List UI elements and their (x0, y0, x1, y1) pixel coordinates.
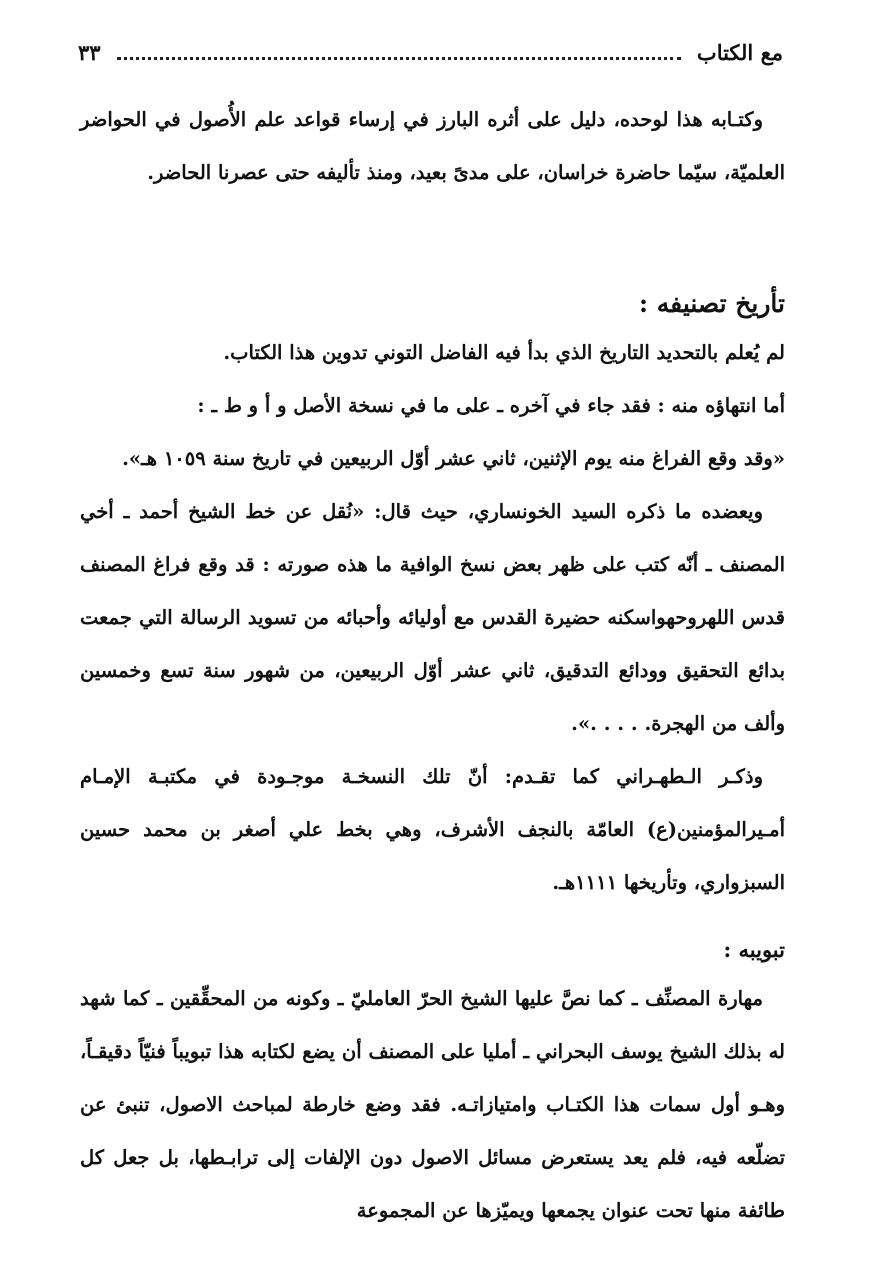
dotted-leader (117, 57, 681, 60)
tehrani-paragraph: وذكـر الـطهـراني كما تقـدم: أنّ تلك النسخـة موجـودة في مكتبـة الإمـام أمـيرالمؤمنين(ع) العامّة بالنجف الأشرف، وهي بخط علي أصغر بن محمد حسين السبزواري، وتأريخها ١١١١هـ. (80, 765, 785, 894)
section-heading-date: تأريخ تصنيفه : (638, 289, 785, 318)
structure-paragraph: مهارة المصنِّف ـ كما نصَّ عليها الشيخ الحرّ العامليّ ـ وكونه من المحقِّقين ـ كما شهد له بذلك الشيخ يوسف البحراني ـ أمليا على المصنف أن يضع لكتابه هذا تبويباً فنيّاً دقيقـاً، وهـو أول سمات هذا الكتـاب وامتيازاتـه. فقد وضع خارطة لمباحث الاصول، تنبئ عن تضلّعه فيه، فلم يعد يستعرض مسائل الاصول دون الإلفات إلى ترابـطها، بل جعل كل طائفة منها تحت عنوان يجمعها ويميّزها عن المجموعة (80, 987, 785, 1222)
section-date-body (80, 326, 785, 909)
page-number: ٣٣ (78, 39, 101, 65)
section-heading-structure: تبويبه : (723, 937, 785, 962)
date-quote: «وقد وقع الفراغ منه يوم الإثنين، ثاني عشر أوّل الربيعين في تاريخ سنة ١٠٥٩ هـ». (122, 447, 785, 470)
khunsari-paragraph: ويعضده ما ذكره السيد الخونساري، حيث قال: «نُقل عن خط الشيخ أحمد ـ أخي المصنف ـ أنّه كتب على ظهر بعض نسخ الوافية ما هذه صورته : قد وقع فراغ المصنف قدس اللهروحهواسكنه حضيرة القدس مع أوليائه وأحبائه من تسويد الرسالة التي جمعت بدائع التحقيق وودائع التدقيق، ثاني عشر أوّل الربيعين، من شهور سنة تسع وخمسين وألف من الهجرة. . . . .». (80, 500, 785, 735)
running-header-title: مع الكتاب (696, 39, 783, 65)
date-line-2: أما انتهاؤه منه : فقد جاء في آخره ـ على ما في نسخة الأصل و أ و ط ـ : (197, 394, 785, 417)
intro-paragraph: وكتـابه هذا لوحده، دليل على أثره البارز في إرساء قواعد علم الأُصول في الحواضر العلميّة، سيّما حاضرة خراسان، على مدىً بعيد، ومنذ تأليفه حتى عصرنا الحاضر. (80, 108, 785, 184)
running-header (78, 32, 783, 72)
date-line-1: لم يُعلم بالتحديد التاريخ الذي بدأ فيه الفاضل التوني تدوين هذا الكتاب. (223, 341, 785, 364)
